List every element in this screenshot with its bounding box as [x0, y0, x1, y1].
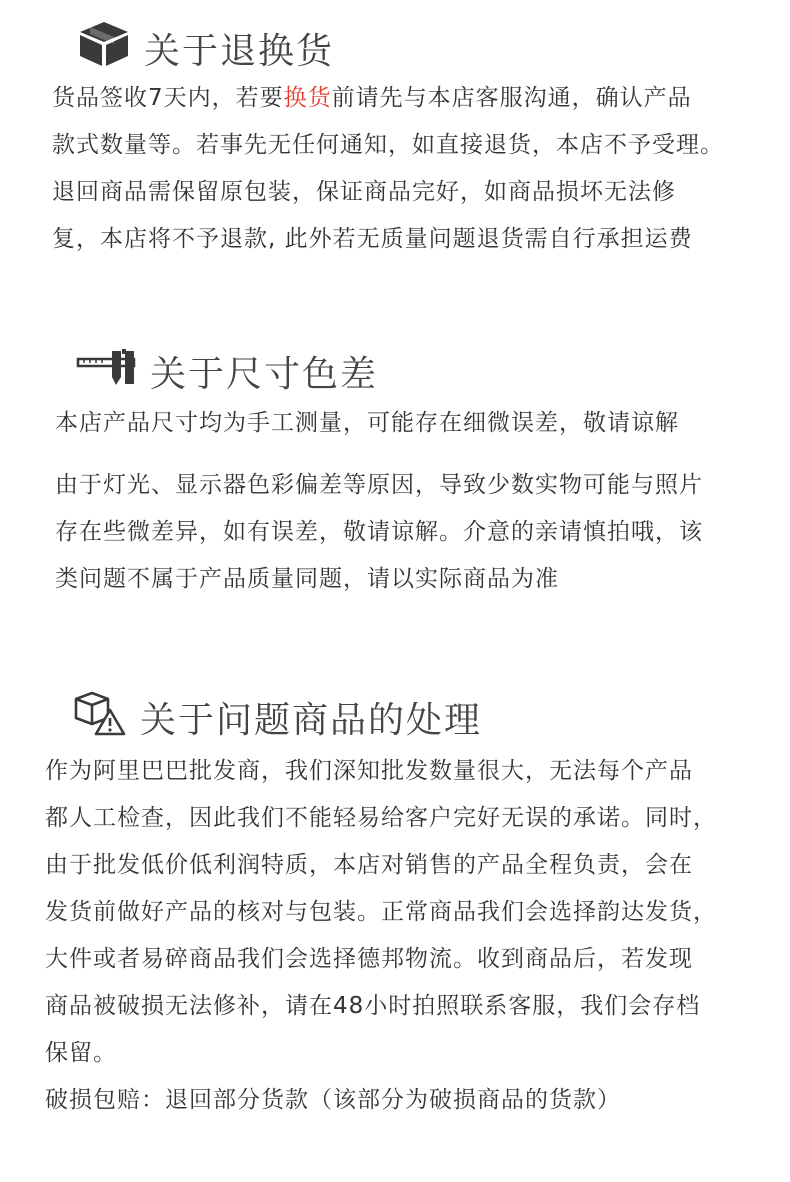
problem-title-text: 关于问题商品的处理 — [140, 700, 483, 741]
problem-line-7: 保留。 — [45, 1040, 117, 1066]
problem-line-8: 破损包赔：退回部分货款（该部分为破损商品的货款） — [45, 1087, 621, 1113]
problem-line-5: 大件或者易碎商品我们会选择德邦物流。收到商品后，若发现 — [45, 946, 693, 972]
returns-line-1: 货品签收7天内，若要换货前请先与本店客服沟通，确认产品 — [52, 85, 692, 111]
problem-line-2: 都人工检查，因此我们不能轻易给客户完好无误的承诺。同时， — [45, 805, 717, 831]
size-line-4: 类问题不属于产品质量同题，请以实际商品为准 — [55, 566, 559, 592]
returns-section-title — [78, 20, 334, 77]
size-line-1: 本店产品尺寸均为手工测量，可能存在细微误差，敬请谅解 — [55, 410, 679, 436]
problem-line-6: 商品被破损无法修补，请在48小时拍照联系客服，我们会存档 — [45, 993, 701, 1019]
problem-paragraph — [45, 748, 717, 1124]
size-paragraph — [55, 462, 703, 603]
problem-line-1: 作为阿里巴巴批发商，我们深知批发数量很大，无法每个产品 — [45, 758, 693, 784]
caliper-icon — [76, 347, 140, 396]
problem-line-3: 由于批发低价低利润特质，本店对销售的产品全程负责，会在 — [45, 852, 693, 878]
returns-line-4: 复，本店将不予退款, 此外若无质量问题退货需自行承担运费 — [52, 226, 693, 252]
size-line-3: 存在些微差异，如有误差，敬请谅解。介意的亲请慎拍哦，该 — [55, 519, 703, 545]
problem-line-4: 发货前做好产品的核对与包装。正常商品我们会选择韵达发货， — [45, 899, 717, 925]
box-icon — [78, 20, 130, 77]
returns-highlight-exchange: 换货 — [283, 85, 332, 111]
size-line-2: 由于灯光、显示器色彩偏差等原因，导致少数实物可能与照片 — [55, 472, 703, 498]
returns-line-3: 退回商品需保留原包装，保证商品完好，如商品损坏无法修 — [52, 179, 676, 205]
size-section-title — [76, 346, 378, 397]
box-warning-icon — [72, 690, 126, 745]
returns-line-2: 款式数量等。若事先无任何通知，如直接退货，本店不予受理。 — [52, 132, 724, 158]
returns-title-text: 关于退换货 — [144, 31, 335, 72]
problem-section-title — [72, 690, 482, 745]
size-title-text: 关于尺寸色差 — [150, 354, 379, 395]
returns-paragraph — [52, 75, 724, 263]
